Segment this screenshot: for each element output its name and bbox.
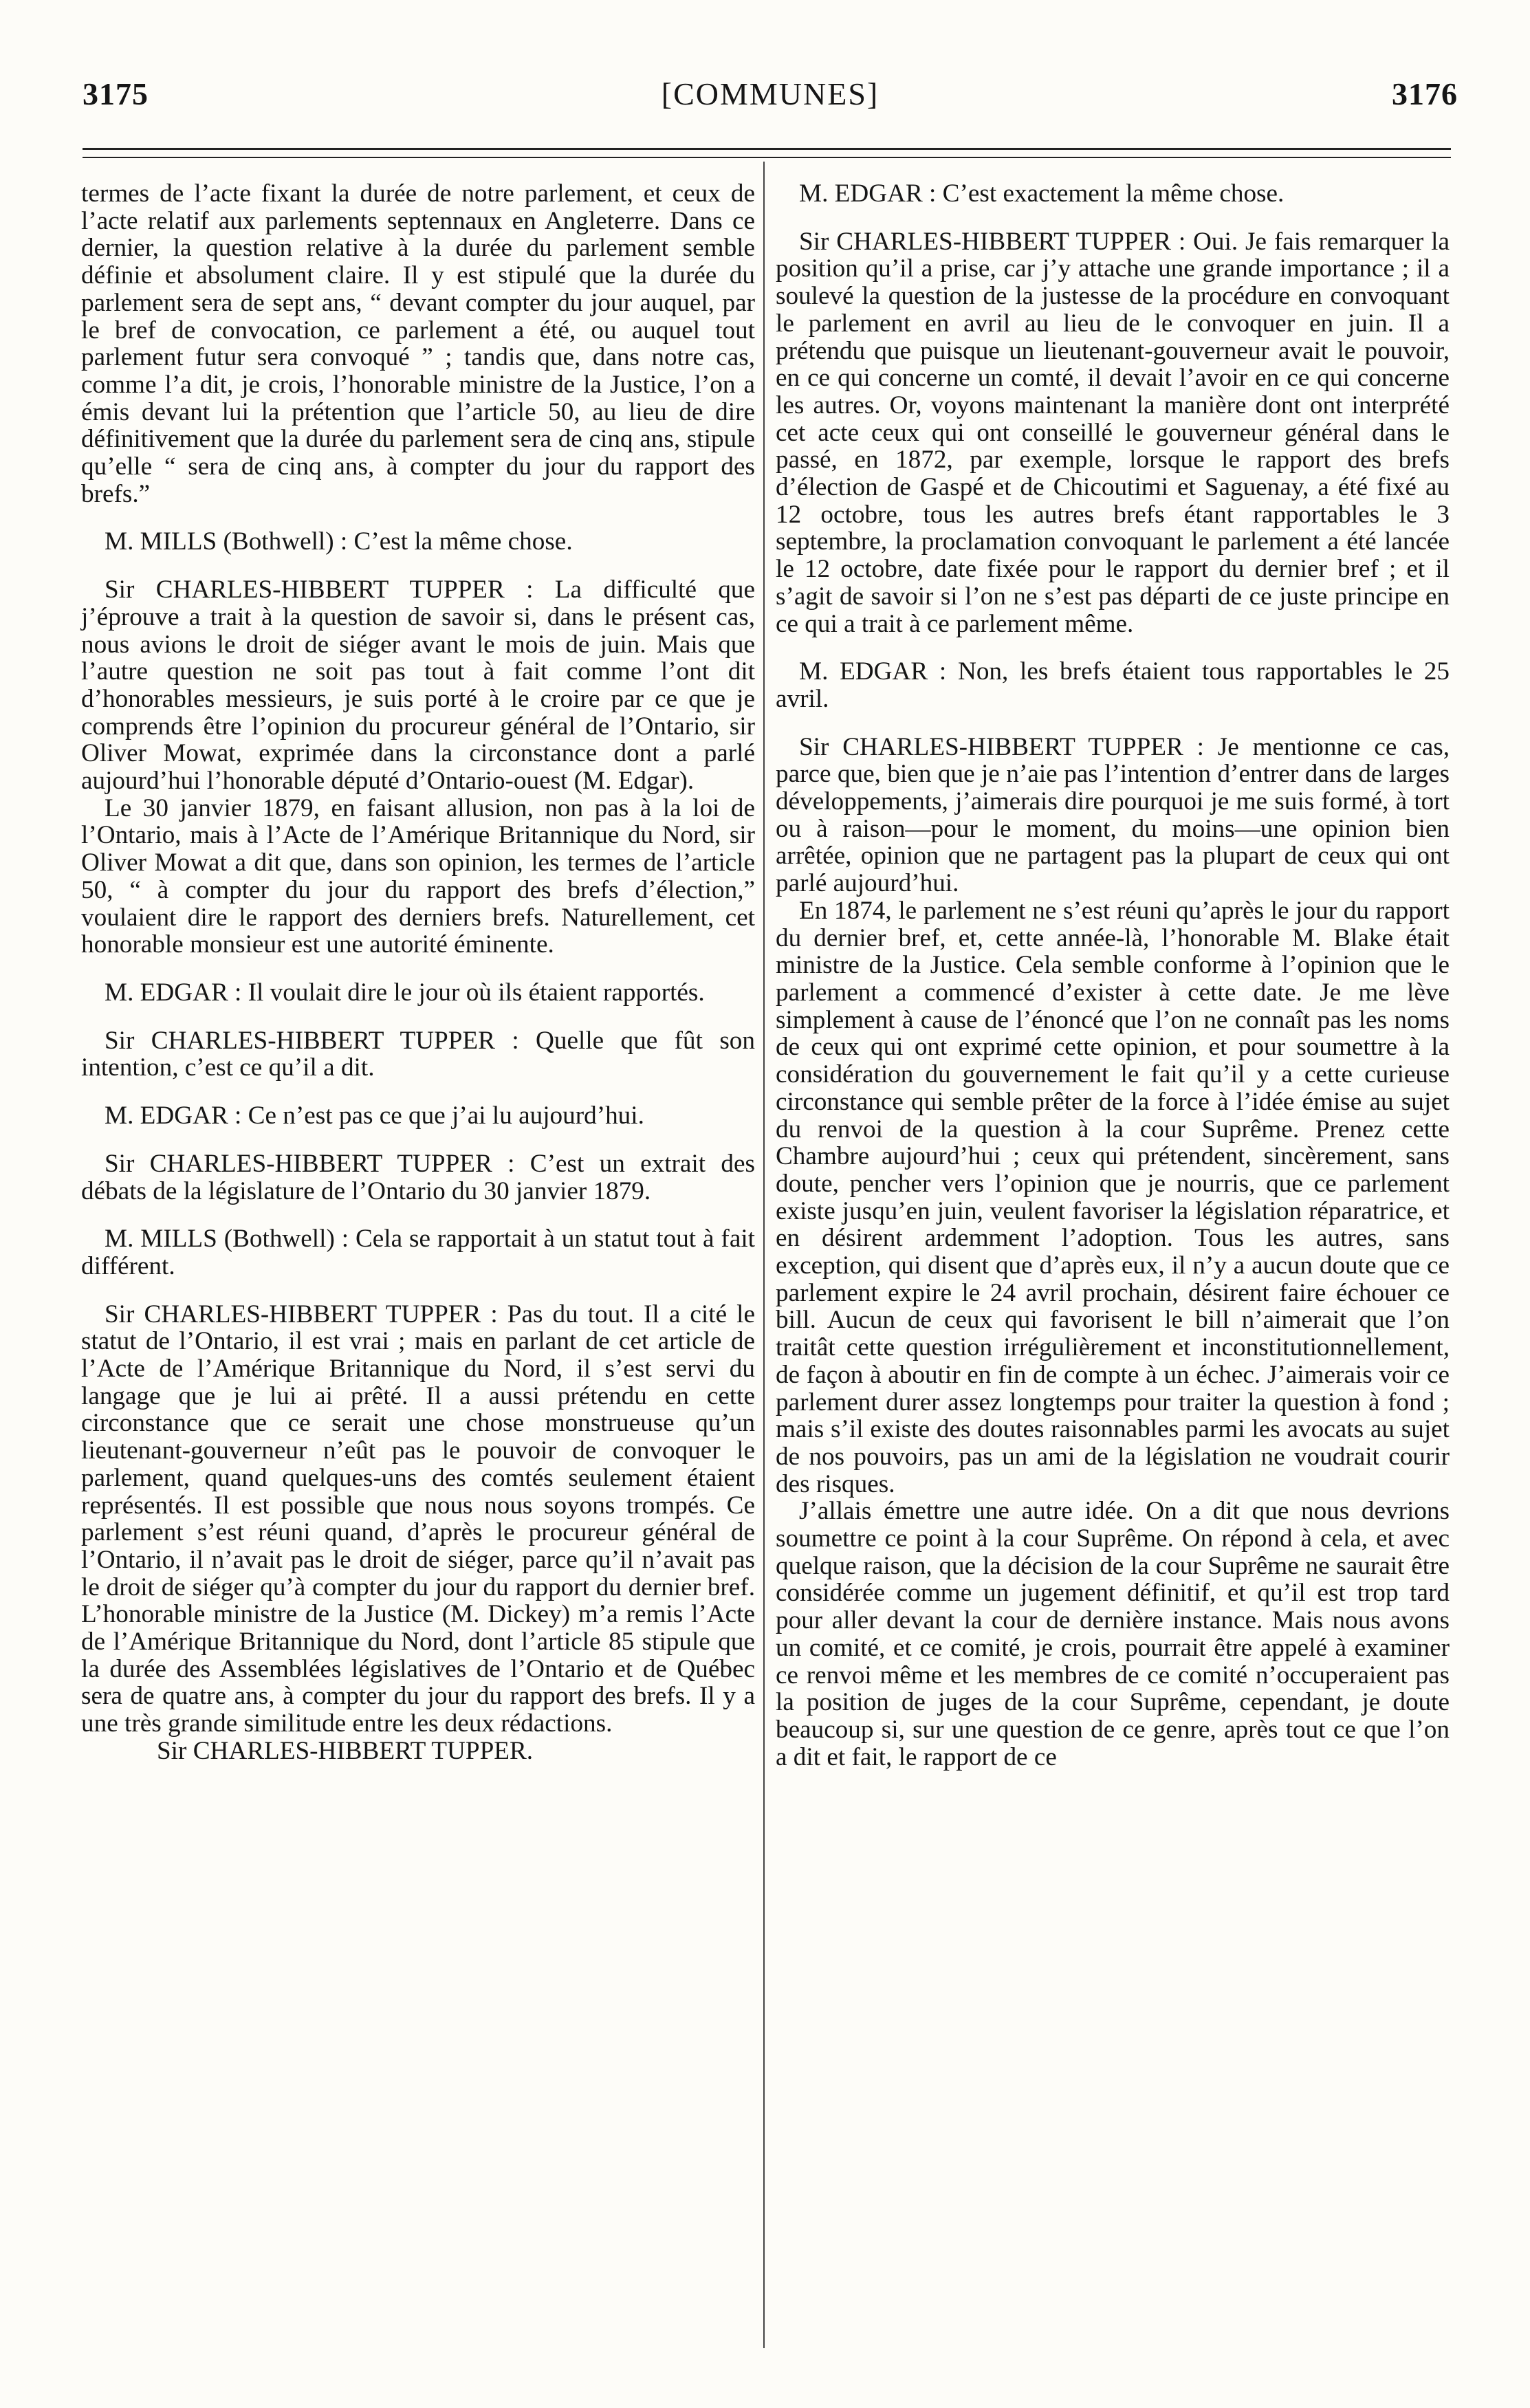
- paragraph: M. EDGAR : Ce n’est pas ce que j’ai lu aujourd’hui.: [105, 1102, 644, 1130]
- paragraph: Sir CHARLES-HIBBERT TUPPER : C’est un extrait des débats de la législature de l’Ontario du 30 janvier 1879.: [81, 1149, 755, 1205]
- paragraph: M. EDGAR : C’est exactement la même chose.: [799, 179, 1285, 208]
- paragraph: M. MILLS (Bothwell) : Cela se rapportait à un statut tout à fait différent.: [81, 1225, 755, 1280]
- paragraph: Le 30 janvier 1879, en faisant allusion, non pas à la loi de l’Ontario, mais à l’Acte de l’Amérique Britannique du Nord, sir Oliver Mowat a dit que, dans son opinion, les termes de l’article 50, “ à compter du jour du rapport des brefs d’élection,” voulaient dire le rapport des derniers brefs. Naturellement, cet honorable monsieur est une autorité éminente.: [81, 793, 755, 959]
- paragraph: termes de l’acte fixant la durée de notre parlement, et ceux de l’acte relatif aux parlements septennaux en Angleterre. Dans ce dernier, la question relative à la durée du parlement semble définie et absolument claire. Il y est stipulé que la durée du parlement sera de sept ans, “ devant compter du jour auquel, par le bref de convocation, ce parlement a été, ou auquel tout parlement futur sera convoqué ” ; tandis que, dans notre cas, comme l’a dit, je crois, l’honorable ministre de la Justice, l’on a émis devant lui la prétention que l’article 50, au lieu de dire définitivement que la durée du parlement sera de cinq ans, stipule qu’elle “ sera de cinq ans, à compter du jour du rapport des brefs.”: [81, 179, 755, 508]
- paragraph: En 1874, le parlement ne s’est réuni qu’après le jour du rapport du dernier bref, et, cette année-là, l’honorable M. Blake était ministre de la Justice. Cela semble conforme à l’opinion que le parlement a commencé d’exister à cette date. Je me lève simplement à cause de l’énoncé que l’on ne connaît pas les noms de ceux qui ont exprimé cette opinion, et pour soumettre à la considération du gouvernement le fait qu’il y a cette curieuse circonstance qui semble prêter de la force à l’idée émise au sujet du renvoi de la question à la cour Suprême. Prenez cette Chambre aujourd’hui ; ceux qui prétendent, sincèrement, sans doute, pencher vers l’opinion que je nourris, que ce parlement existe jusqu’en juin, veulent favoriser la législation réparatrice, et en désirent ardemment l’adoption. Tous les autres, sans exception, qui disent que d’après eux, il n’y a aucun doute que ce parlement expire le 24 avril prochain, désirent faire échouer ce bill. Aucun de ceux qui favorisent le bill n’aimerait que l’on traitât cette question irrégulièrement et inconstitutionnellement, de façon à aboutir en fin de compte à un échec. J’aimerais voir ce parlement durer assez longtemps pour traiter la question à fond ; mais s’il existe des doutes raisonnables parmi les avocats au sujet de nos pouvoirs, pas un ami de la législation ne voudrait courir des risques.: [776, 896, 1450, 1498]
- speaker-continuation: Sir CHARLES-HIBBERT TUPPER.: [157, 1736, 534, 1765]
- paragraph: Sir CHARLES-HIBBERT TUPPER : La difficulté que j’éprouve a trait à la question de savoir si, dans le présent cas, nous avions le droit de siéger avant le mois de juin. Mais que l’autre question ne soit pas tout à fait comme l’ont dit d’honorables messieurs, je suis porté à le croire par ce que je comprends être l’opinion du procureur général de l’Ontario, sir Oliver Mowat, exprimée dans la circonstance dont a parlé aujourd’hui l’honorable député d’Ontario-ouest (M. Edgar).: [81, 576, 755, 796]
- header-rule-top: [83, 148, 1451, 150]
- page-header: [83, 76, 1458, 138]
- paragraph: Sir CHARLES-HIBBERT TUPPER : Je mentionne ce cas, parce que, bien que je n’aie pas l’intention d’entrer dans de larges développements, j’aimerais dire pourquoi je me suis formé, à tort ou à raison—pour le moment, du moins—une opinion bien arrêtée, opinion que ne partagent pas la plupart de ceux qui ont parlé aujourd’hui.: [776, 732, 1450, 898]
- paragraph: Sir CHARLES-HIBBERT TUPPER : Quelle que fût son intention, c’est ce qu’il a dit.: [81, 1026, 755, 1082]
- paragraph: J’allais émettre une autre idée. On a dit que nous devrions soumettre ce point à la cour Suprême. On répond à cela, et avec quelque raison, que la décision de la cour Suprême ne saurait être considérée comme un jugement définitif, et qu’il est trop tard pour aller devant la cour de dernière instance. Mais nous avons un comité, et ce comité, je crois, pourrait être appelé à examiner ce renvoi même et les membres de ce comité n’occuperaient pas la position de juges de la cour Suprême, cependant, je doute beaucoup si, sur une question de ce genre, après tout ce que l’on a dit et fait, le rapport de ce: [776, 1497, 1450, 1771]
- paragraph: M. EDGAR : Il voulait dire le jour où ils étaient rapportés.: [105, 978, 705, 1007]
- paragraph: M. EDGAR : Non, les brefs étaient tous rapportables le 25 avril.: [776, 657, 1450, 713]
- column-divider: [763, 162, 765, 2348]
- left-column: [81, 180, 755, 1765]
- page-number-right: 3176: [1392, 76, 1458, 111]
- paragraph: Sir CHARLES-HIBBERT TUPPER : Oui. Je fais remarquer la position qu’il a prise, car j’y attache une grande importance ; il a soulevé la question de la justesse de la procédure en convoquant le parlement en avril au lieu de le convoquer en juin. Il a prétendu que puisque un lieutenant-gouverneur avait le pouvoir, en ce qui concerne un comté, il devait l’avoir en ce qui concerne les autres. Or, voyons maintenant la manière dont ont interprété cet acte ceux qui ont conseillé le gouverneur général dans le passé, en 1872, par exemple, lorsque le rapport des brefs d’élection de Gaspé et de Chicoutimi et Saguenay, a été fixé au 12 octobre, tous les autres brefs étant rapportables le 3 septembre, la proclamation convoquant le parlement a été lancée le 12 octobre, date fixée pour le rapport du dernier bref ; et il s’agit de savoir si l’on ne s’est pas départi de ce juste principe en ce qui a trait à ce parlement même.: [776, 227, 1450, 638]
- paragraph: Sir CHARLES-HIBBERT TUPPER : Pas du tout. Il a cité le statut de l’Ontario, il est vrai ; mais en parlant de cet article de l’Acte de l’Amérique Britannique du Nord, il s’est servi du langage que je lui ai prêté. Il a aussi prétendu en cette circonstance que ce serait une chose monstrueuse qu’un lieutenant-gouverneur n’eût pas le pouvoir de convoquer le parlement, quand quelques-uns des comtés seulement étaient représentés. Il est possible que nous nous soyons trompés. Ce parlement s’est réuni quand, d’après le procureur général de l’Ontario, il n’avait pas le droit de siéger, parce qu’il n’avait pas le droit de siéger qu’à compter du jour du rapport du dernier bref. L’honorable ministre de la Justice (M. Dickey) m’a remis l’Acte de l’Amérique Britannique du Nord, dont l’article 85 stipule que la durée des Assemblées législatives de l’Ontario et de Québec sera de quatre ans, à compter du jour du rapport des brefs. Il y a une très grande similitude entre les deux rédactions.: [81, 1300, 755, 1738]
- right-column: [776, 180, 1450, 1771]
- header-rule-bottom: [83, 157, 1451, 158]
- page-number-left: 3175: [83, 76, 149, 111]
- paragraph: M. MILLS (Bothwell) : C’est la même chose.: [105, 527, 573, 556]
- running-title: [COMMUNES]: [661, 76, 879, 111]
